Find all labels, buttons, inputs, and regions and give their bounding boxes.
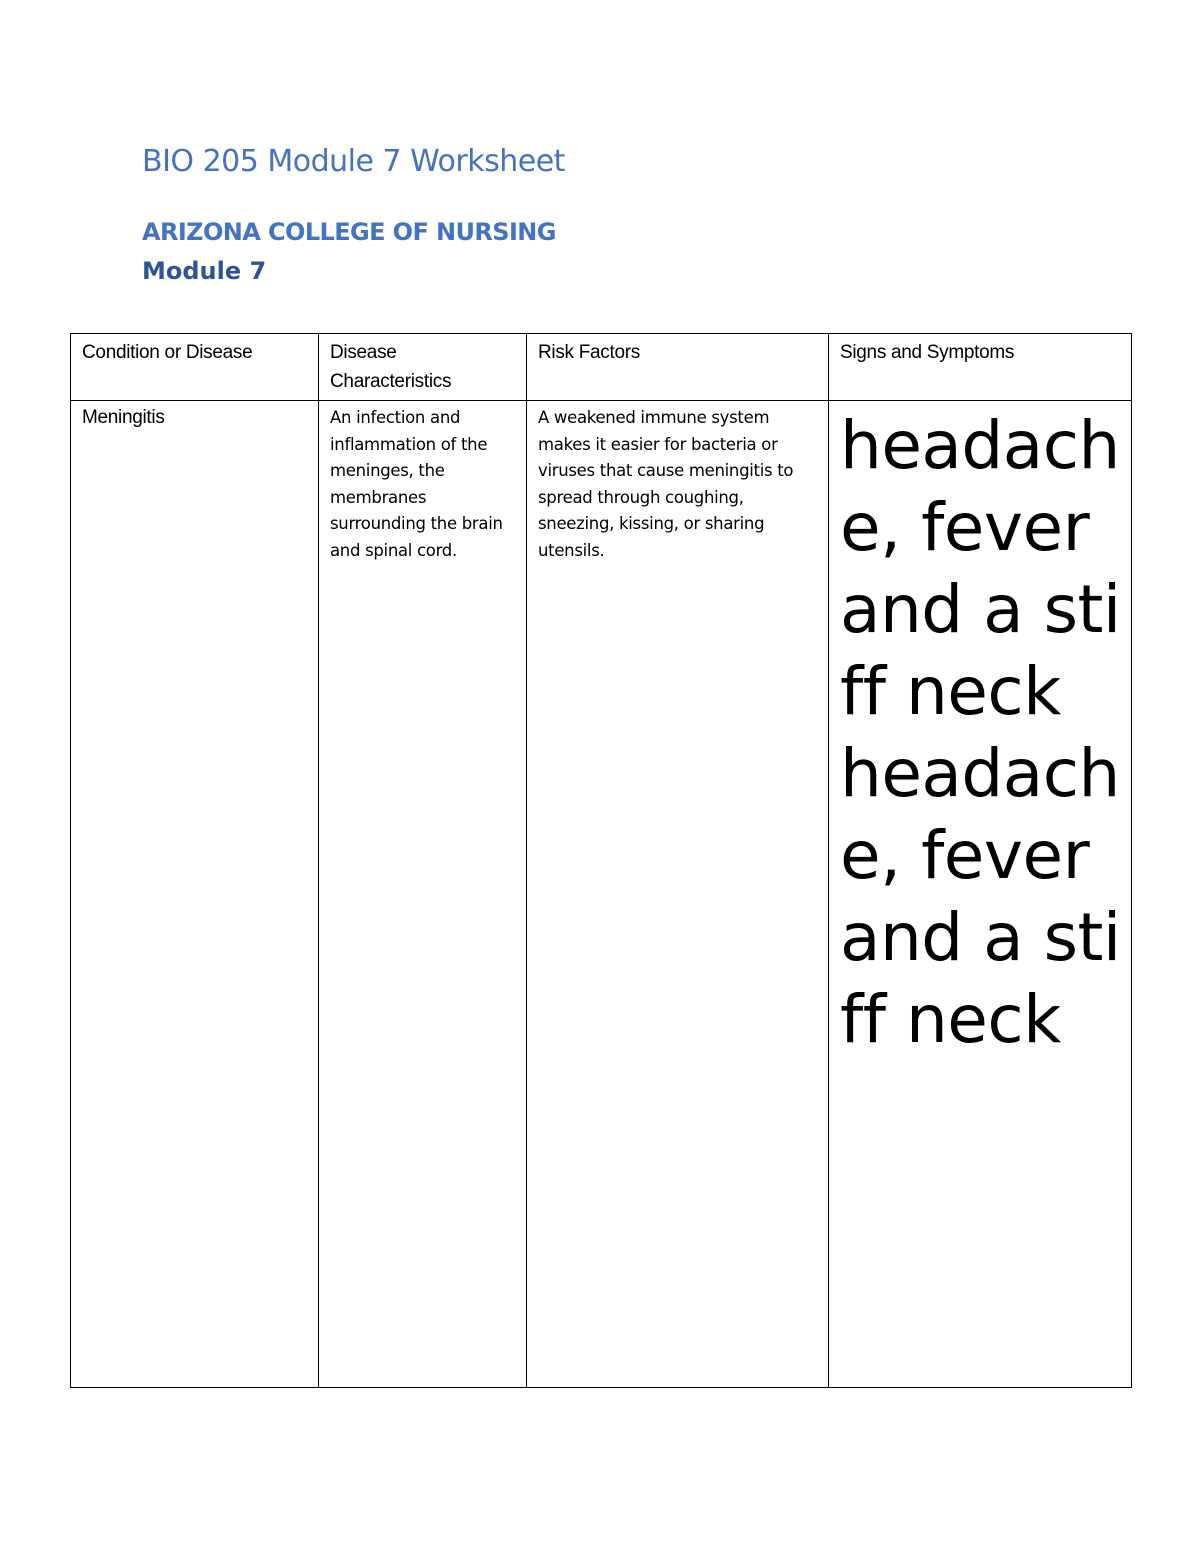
cell-risk-factors: A weakened immune system makes it easier for bacteria or viruses that cause meningitis to spread through coughing, sneezing, kissing, or sharing utensils.: [527, 401, 829, 1388]
header-condition: Condition or Disease: [71, 334, 319, 401]
header-characteristics: Disease Characteristics: [319, 334, 527, 401]
cell-condition: Meningitis: [71, 401, 319, 1388]
worksheet-table: [70, 333, 1132, 1388]
table-row: [71, 401, 1132, 1388]
document-title: BIO 205 Module 7 Worksheet: [142, 144, 565, 179]
institution-name: ARIZONA COLLEGE OF NURSING: [142, 218, 556, 246]
table-header-row: [71, 334, 1132, 401]
cell-characteristics: An infection and inflammation of the meninges, the membranes surrounding the brain and spinal cord.: [319, 401, 527, 1388]
header-signs-symptoms: Signs and Symptoms: [829, 334, 1132, 401]
header-risk-factors: Risk Factors: [527, 334, 829, 401]
cell-signs-symptoms: headache, fever and a stiff neck headache, fever and a stiff neck: [829, 401, 1132, 1388]
module-label: Module 7: [142, 257, 267, 285]
